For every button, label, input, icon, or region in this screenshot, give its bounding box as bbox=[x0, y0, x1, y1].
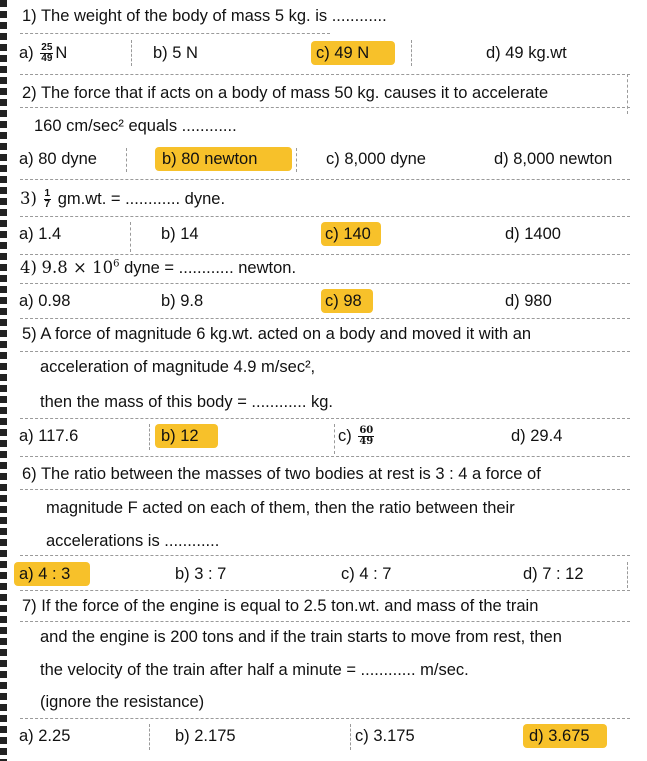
option-a[interactable]: a) 4 : 3 bbox=[19, 565, 71, 583]
question-4-stem: 4) $9.8 \times 10^6$ dyne = ............ newton. bbox=[20, 258, 297, 277]
divider bbox=[334, 424, 335, 454]
rule bbox=[20, 216, 630, 217]
question-6-stem-line-3: accelerations is ............ bbox=[46, 532, 220, 550]
option-d[interactable]: d) 29.4 bbox=[511, 427, 563, 445]
divider bbox=[350, 724, 351, 750]
question-3-options bbox=[0, 222, 647, 248]
rule bbox=[20, 555, 630, 556]
question-6-options bbox=[0, 562, 647, 588]
question-5-stem-line-1: 5) A force of magnitude 6 kg.wt. acted on a body and moved it with an bbox=[22, 325, 532, 343]
option-a[interactable]: a) 0.98 bbox=[19, 292, 71, 310]
option-b[interactable]: b) 3 : 7 bbox=[175, 565, 227, 583]
option-d[interactable]: d) 49 kg.wt bbox=[486, 44, 567, 62]
divider bbox=[131, 40, 132, 66]
question-5-stem-line-2: acceleration of magnitude 4.9 m/sec², bbox=[40, 358, 316, 376]
question-2-stem-line-2: 160 cm/sec² equals ............ bbox=[34, 117, 237, 135]
question-7-stem-line-4: (ignore the resistance) bbox=[40, 693, 205, 711]
option-a[interactable]: a) 2.25 bbox=[19, 727, 71, 745]
option-c[interactable]: c) $\frac{60}{49}$ bbox=[338, 425, 374, 448]
option-b[interactable]: b) 5 N bbox=[153, 44, 198, 62]
option-c[interactable]: c) 8,000 dyne bbox=[326, 150, 426, 168]
question-7-stem-line-2: and the engine is 200 tons and if the train starts to move from rest, then bbox=[40, 628, 562, 646]
option-a[interactable]: a) $\frac{25}{49}$ N bbox=[19, 42, 68, 65]
option-c[interactable]: c) 140 bbox=[325, 225, 371, 243]
rule bbox=[20, 179, 630, 180]
fraction: $\frac{25}{49}$ bbox=[41, 42, 53, 65]
option-c[interactable]: c) 98 bbox=[325, 292, 362, 310]
option-b[interactable]: b) 14 bbox=[161, 225, 199, 243]
question-1-options bbox=[0, 41, 647, 67]
rule bbox=[20, 254, 630, 255]
option-b[interactable]: b) 12 bbox=[161, 427, 199, 445]
question-1-stem bbox=[0, 4, 647, 30]
fraction: $\frac{60}{49}$ bbox=[359, 425, 374, 448]
divider bbox=[411, 40, 412, 66]
divider bbox=[296, 148, 297, 172]
question-5-stem-line-3: then the mass of this body = ............ kg. bbox=[40, 393, 334, 411]
question-4-options bbox=[0, 289, 647, 315]
question-5-options bbox=[0, 424, 647, 450]
question-7-stem-line-1: 7) If the force of the engine is equal to 2.5 ton.wt. and mass of the train bbox=[22, 597, 539, 615]
divider bbox=[627, 74, 628, 114]
divider bbox=[126, 148, 127, 172]
option-d[interactable]: d) 980 bbox=[505, 292, 552, 310]
option-d[interactable]: d) 3.675 bbox=[529, 727, 590, 745]
divider bbox=[627, 562, 628, 588]
question-2-options bbox=[0, 147, 647, 173]
rule bbox=[20, 107, 630, 108]
rule bbox=[20, 718, 630, 719]
option-b[interactable]: b) 2.175 bbox=[175, 727, 236, 745]
divider bbox=[130, 222, 131, 252]
question-text: 1) The weight of the body of mass 5 kg. is ............ bbox=[22, 7, 387, 25]
option-d[interactable]: d) 7 : 12 bbox=[523, 565, 584, 583]
rule bbox=[20, 33, 330, 34]
fraction: $\frac{1}{7}$ bbox=[44, 188, 51, 211]
option-a[interactable]: a) 117.6 bbox=[19, 427, 79, 445]
question-6-stem-line-2: magnitude F acted on each of them, then the ratio between their bbox=[46, 499, 515, 517]
question-6-stem-line-1: 6) The ratio between the masses of two bodies at rest is 3 : 4 a force of bbox=[22, 465, 541, 483]
rule bbox=[20, 621, 630, 622]
option-c[interactable]: c) 3.175 bbox=[355, 727, 415, 745]
option-d[interactable]: d) 8,000 newton bbox=[494, 150, 613, 168]
divider bbox=[149, 424, 150, 450]
rule bbox=[20, 418, 630, 419]
option-a[interactable]: a) 80 dyne bbox=[19, 150, 97, 168]
option-c[interactable]: c) 4 : 7 bbox=[341, 565, 392, 583]
rule bbox=[20, 351, 630, 352]
option-b[interactable]: b) 80 newton bbox=[162, 150, 258, 168]
option-d[interactable]: d) 1400 bbox=[505, 225, 561, 243]
question-7-options bbox=[0, 724, 647, 750]
question-7-stem-line-3: the velocity of the train after half a minute = ............ m/sec. bbox=[40, 661, 469, 679]
option-a[interactable]: a) 1.4 bbox=[19, 225, 62, 243]
rule bbox=[20, 489, 630, 490]
option-b[interactable]: b) 9.8 bbox=[161, 292, 204, 310]
rule bbox=[20, 590, 630, 591]
question-2-stem-line-1: 2) The force that if acts on a body of mass 50 kg. causes it to accelerate bbox=[22, 84, 549, 102]
divider bbox=[149, 724, 150, 750]
option-c[interactable]: c) 49 N bbox=[316, 44, 370, 62]
rule bbox=[20, 456, 630, 457]
question-3-stem: 3) $\frac{1}{7}$ gm.wt. = ............ dyne. bbox=[20, 188, 226, 211]
rule bbox=[20, 318, 630, 319]
rule bbox=[20, 74, 630, 75]
rule bbox=[20, 283, 630, 284]
